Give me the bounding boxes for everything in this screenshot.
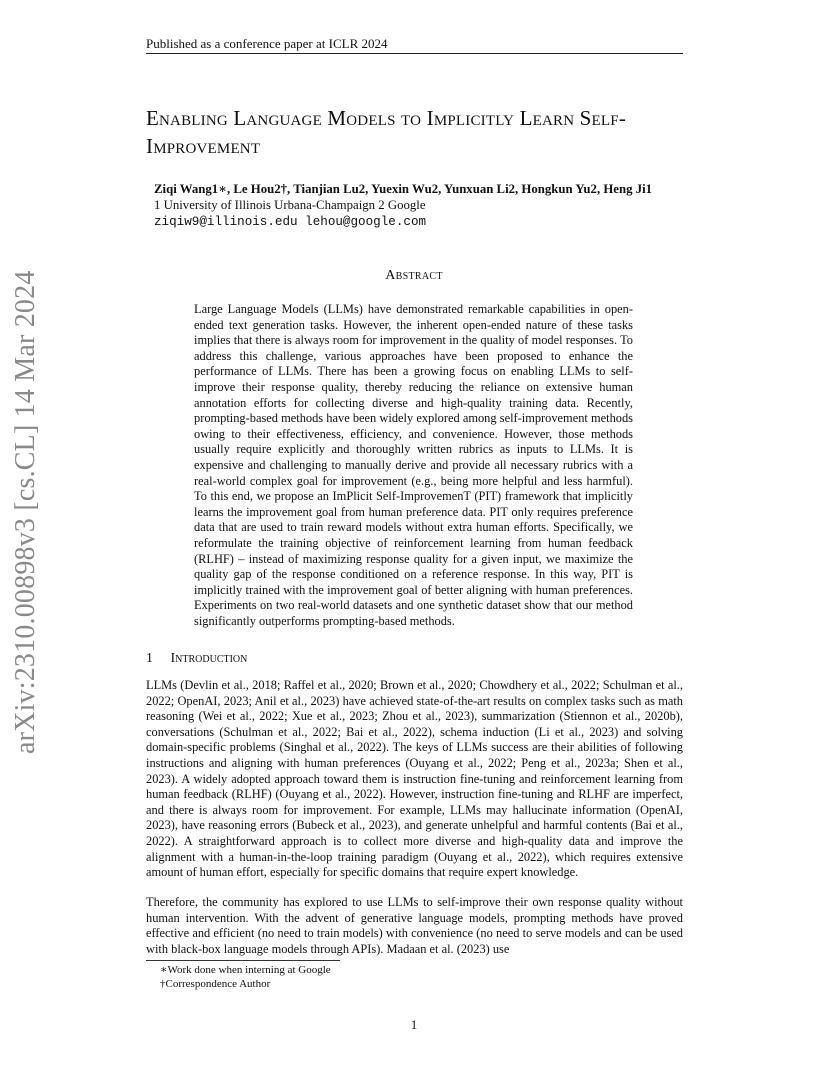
affiliations: 1 University of Illinois Urbana-Champaign 2 Google xyxy=(154,198,426,212)
arxiv-stamp: arXiv:2310.00898v3 [cs.CL] 14 Mar 2024 xyxy=(10,270,41,754)
page-number: 1 xyxy=(410,1017,418,1032)
section-number: 1 xyxy=(146,651,153,666)
section-title: Introduction xyxy=(170,651,248,666)
author-emails: ziqiw9@illinois.edu lehou@google.com xyxy=(154,215,427,229)
conference-header: Published as a conference paper at ICLR 2024 xyxy=(146,36,388,51)
header-rule xyxy=(146,53,683,54)
authors-line: Ziqi Wang1∗, Le Hou2†, Tianjian Lu2, Yuexin Wu2, Yunxuan Li2, Hongkun Yu2, Heng Ji1 xyxy=(154,182,653,196)
author-list xyxy=(154,181,694,198)
paper-title: Enabling Language Models to Implicitly Learn Self-Improvement xyxy=(146,106,627,158)
intro-paragraph-2: Therefore, the community has explored to use LLMs to self-improve their own response quality without human intervention. With the advent of generative language models, prompting methods have proved effective and efficient (no need to train models) with convenience (no need to serve models and can be used with black-box language models through APIs). Madaan et al. (2023) use xyxy=(146,895,683,956)
abstract-text: Large Language Models (LLMs) have demonstrated remarkable capabilities in open-ended text generation tasks. However, the inherent open-ended nature of these tasks implies that there is always room for improvement in the quality of model responses. To address this challenge, various approaches have been proposed to enhance the performance of LLMs. There has been a growing focus on enabling LLMs to self-improve their response quality, thereby reducing the reliance on extensive human annotation efforts for collecting diverse and high-quality training data. Recently, prompting-based methods have been widely explored among self-improvement methods owing to their effectiveness, efficiency, and convenience. However, those methods usually require explicitly and thoroughly written rubrics as inputs to LLMs. It is expensive and challenging to manually derive and provide all necessary rubrics with a real-world complex goal for improvement (e.g., being more helpful and less harmful). To this end, we propose an ImPlicit Self-ImprovemenT (PIT) framework that implicitly learns the improvement goal from human preference data. PIT only requires preference data that are used to train reward models without extra human efforts. Specifically, we reformulate the training objective of reinforcement learning from human feedback (RLHF) – instead of maximizing response quality for a given input, we maximize the quality gap of the response conditioned on a reference response. In this way, PIT is implicitly trained with the improvement goal of better aligning with human preferences. Experiments on two real-world datasets and one synthetic dataset show that our method significantly outperforms prompting-based methods. xyxy=(194,302,633,628)
abstract-heading: Abstract xyxy=(385,268,443,283)
footnote-rule xyxy=(146,960,340,961)
intro-paragraph-1: LLMs (Devlin et al., 2018; Raffel et al., 2020; Brown et al., 2020; Chowdhery et al., 2022; Schulman et al., 2022; OpenAI, 2023; Anil et al., 2023) have achieved state-of-the-art results on complex tasks such as math reasoning (Wei et al., 2022; Xue et al., 2023; Zhou et al., 2023), summarization (Stiennon et al., 2020b), conversations (Schulman et al., 2022; Bai et al., 2022), schema induction (Li et al., 2023) and solving domain-specific problems (Singhal et al., 2022). The keys of LLMs success are their abilities of following instructions and aligning with human preferences (Ouyang et al., 2022; Peng et al., 2023a; Shen et al., 2023). A widely adopted approach toward them is instruction fine-tuning and reinforcement learning from human feedback (RLHF) (Ouyang et al., 2022). However, instruction fine-tuning and RLHF are imperfect, and there is always room for improvement. For example, LLMs may hallucinate information (OpenAI, 2023), have reasoning errors (Bubeck et al., 2023), and generate unhelpful and harmful contents (Bai et al., 2022). A straightforward approach is to collect more diverse and high-quality data and improve the alignment with a human-in-the-loop training paradigm (Ouyang et al., 2022), which requires extensive amount of human effort, especially for specific domains that require expert knowledge. xyxy=(146,678,683,880)
section-heading-introduction xyxy=(146,651,247,667)
footnote-correspondence: †Correspondence Author xyxy=(160,978,271,990)
footnote-work-done: ∗Work done when interning at Google xyxy=(160,964,331,976)
